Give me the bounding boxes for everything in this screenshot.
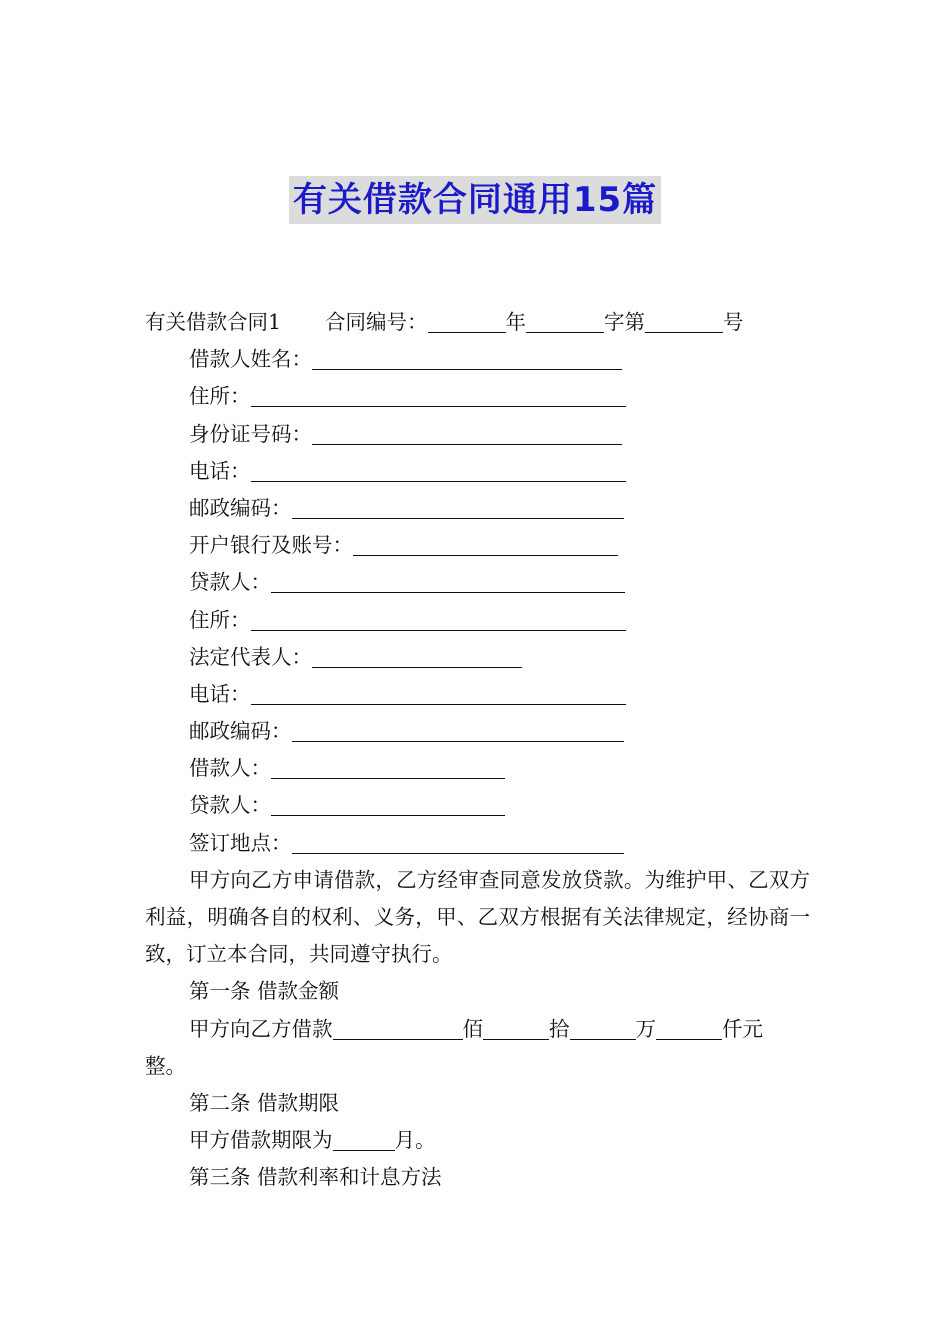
field-postcode2 <box>145 713 810 750</box>
field-blank[interactable] <box>292 829 624 854</box>
field-phone1 <box>145 453 810 490</box>
field-blank[interactable] <box>251 680 626 705</box>
field-address2 <box>145 602 810 639</box>
document-title: 有关借款合同通用15篇 <box>289 176 661 224</box>
article2-term-line <box>145 1122 810 1159</box>
header-line <box>145 304 810 341</box>
field-label: 邮政编码： <box>189 719 292 744</box>
field-label: 电话： <box>189 458 251 483</box>
field-blank[interactable] <box>312 345 622 370</box>
field-borrower <box>145 750 810 787</box>
field-blank[interactable] <box>271 754 505 779</box>
field-label: 签订地点： <box>189 830 292 855</box>
shi-label: 拾 <box>549 1016 570 1041</box>
field-label: 开户银行及账号： <box>189 533 353 558</box>
field-blank[interactable] <box>271 568 625 593</box>
field-label: 法定代表人： <box>189 644 312 669</box>
zi-blank[interactable] <box>526 308 604 333</box>
title-wrapper <box>0 176 950 224</box>
field-borrower-name <box>145 341 810 378</box>
field-label: 贷款人： <box>189 793 271 818</box>
intro-paragraph: 甲方向乙方申请借款，乙方经审查同意发放贷款。为维护甲、乙双方利益，明确各自的权利、义务，甲、乙双方根据有关法律规定，经协商一致，订立本合同，共同遵守执行。 <box>145 867 810 967</box>
field-sign-place <box>145 825 810 862</box>
field-blank[interactable] <box>353 531 618 556</box>
yue-label: 月。 <box>394 1128 436 1153</box>
field-label: 住所： <box>189 384 251 409</box>
field-label: 住所： <box>189 607 251 632</box>
field-blank[interactable] <box>251 382 626 407</box>
field-label: 电话： <box>189 681 251 706</box>
qian-yuan-label: 仟元 <box>722 1016 763 1041</box>
field-id-number <box>145 416 810 453</box>
field-lender1 <box>145 564 810 601</box>
hao-label: 号 <box>723 310 744 334</box>
qian-blank[interactable] <box>656 1015 722 1040</box>
field-phone2 <box>145 676 810 713</box>
field-label: 身份证号码： <box>189 421 312 446</box>
year-label: 年 <box>505 310 527 334</box>
field-label: 借款人： <box>189 756 271 781</box>
document-body <box>145 304 810 1197</box>
field-blank[interactable] <box>292 494 624 519</box>
article3-heading: 第三条 借款利率和计息方法 <box>189 1165 442 1190</box>
article1-heading: 第一条 借款金额 <box>189 979 340 1004</box>
article1-zheng: 整。 <box>145 1053 186 1078</box>
article2-heading: 第二条 借款期限 <box>189 1091 340 1115</box>
field-lender2 <box>145 787 810 824</box>
article1-amount-line <box>145 1011 810 1048</box>
field-blank[interactable] <box>312 643 522 668</box>
field-blank[interactable] <box>251 606 626 631</box>
number-blank[interactable] <box>645 308 723 333</box>
contract-no-label: 合同编号： <box>325 310 428 334</box>
field-blank[interactable] <box>312 420 622 445</box>
wan-blank[interactable] <box>570 1015 636 1040</box>
shi-blank[interactable] <box>483 1015 549 1040</box>
wan-label: 万 <box>635 1016 656 1041</box>
term-text: 甲方借款期限为 <box>189 1128 333 1153</box>
bai-label: 佰 <box>462 1016 483 1041</box>
field-blank[interactable] <box>251 457 626 482</box>
field-label: 贷款人： <box>189 570 271 595</box>
term-blank[interactable] <box>333 1126 395 1151</box>
field-label: 邮政编码： <box>189 495 292 520</box>
field-bank-account <box>145 527 810 564</box>
contract-heading: 有关借款合同1 <box>145 310 282 334</box>
field-label: 借款人姓名： <box>189 347 312 372</box>
field-legal-rep <box>145 639 810 676</box>
field-blank[interactable] <box>292 717 624 742</box>
field-blank[interactable] <box>271 791 505 816</box>
year-blank[interactable] <box>428 308 506 333</box>
field-address1 <box>145 378 810 415</box>
field-postcode1 <box>145 490 810 527</box>
zi-di-label: 字第 <box>604 310 646 334</box>
amount-text: 甲方向乙方借款 <box>189 1016 333 1041</box>
amount-blank[interactable] <box>333 1015 463 1040</box>
